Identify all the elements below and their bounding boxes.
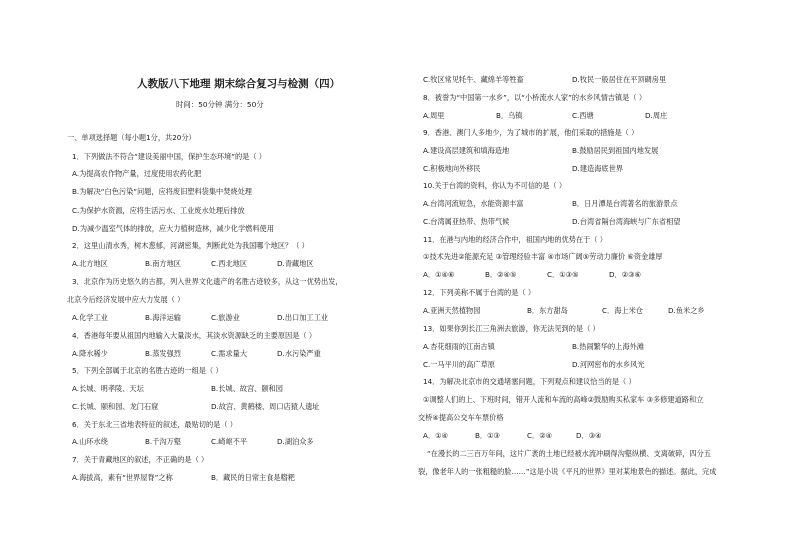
reading-passage-line-1: “在漫长的二三百万年间，这片广袤的土地已经被水流冲刷得沟壑纵横、支离破碎，四分五	[427, 449, 712, 458]
question-5-option-b: B.长城、故宫、颐和园	[211, 384, 283, 393]
question-5-option-d: D.故宫、黄鹤楼、周口店猿人遗址	[211, 402, 320, 411]
question-4-stem: 4．香港每年要从祖国内地输入大量淡水，其淡水资源缺乏的主要原因是（ ）	[72, 331, 317, 340]
question-6-option-a: A.山环水绕	[72, 437, 108, 446]
question-8-option-a: A.周里	[423, 111, 445, 120]
question-5-option-c: C.长城、颐和园、龙门石窟	[72, 402, 159, 411]
question-14-option-b: B．①③	[475, 431, 501, 440]
question-13-option-b: B.热闹繁华的上海外滩	[572, 342, 644, 351]
question-11-option-b: B．②④⑤	[485, 270, 517, 279]
question-9-option-b: B.鼓励居民到祖国内地发展	[572, 146, 659, 155]
question-3-option-a: A.化学工业	[72, 313, 108, 322]
question-13-stem: 13．如果你到长江三角洲去旅游，你无法见到的是（ ）	[423, 324, 600, 333]
question-6-option-b: B.千沟万壑	[145, 437, 181, 446]
question-8-stem: 8．被誉为“中国第一水乡”，以“小桥流水人家”的水乡风情吉镇是（ ）	[423, 93, 647, 102]
question-11-option-c: C．①③⑤	[547, 270, 579, 279]
question-3-option-d: D.出口加工工业	[277, 313, 328, 322]
question-10-option-c: C.台湾属亚热带、热带气候	[423, 217, 510, 226]
question-1-option-c: C.为保护水资源，应将生活污水、工业废水处理后排放	[72, 206, 245, 215]
question-11-option-a: A．①④⑥	[423, 270, 455, 279]
question-7-option-b: B．藏民的日常主食是糌粑	[211, 473, 295, 482]
question-4-option-b: B.蒸发强烈	[145, 349, 181, 358]
question-12-option-c: C．海上米仓	[602, 306, 643, 315]
question-4-option-a: A.降水稀少	[72, 349, 108, 358]
question-3-stem-cont: 北京今后经济发展中应大力发展（ ）	[67, 295, 185, 304]
question-4-option-c: C.需求量大	[211, 349, 248, 358]
reading-passage-line-2: 裂，像老年人的一张粗糙的脸……”这是小说《平凡的世界》里对某地景色的描述。据此，完成	[418, 467, 717, 476]
question-11-option-d: D．②③⑥	[609, 270, 642, 279]
question-13-option-c: C.一马平川的高广草原	[423, 360, 495, 369]
question-12-option-a: A.亚洲天然植物园	[423, 306, 481, 315]
question-3-option-b: B.海洋运输	[145, 313, 181, 322]
question-7-stem: 7．关于青藏地区的叙述，不正确的是（ ）	[72, 455, 209, 464]
question-10-stem: 10.关于台湾的资料，你认为不可信的是（ ）	[423, 181, 567, 190]
question-8-option-c: C.西塘	[572, 111, 594, 120]
question-2-option-d: D.青藏地区	[277, 259, 314, 268]
question-10-option-d: D.台湾省隔台湾海峡与广东省相望	[572, 217, 681, 226]
question-8-option-b: B．乌镇	[496, 111, 523, 120]
question-9-option-a: A.建设高层建筑和填海造地	[423, 146, 510, 155]
question-5-stem: 5．下列全部属于北京的名胜古迹的一组是（ ）	[72, 366, 223, 375]
question-12-option-d: D.鱼米之乡	[668, 306, 705, 315]
question-1-option-d: D.为减少温室气体的排放，应大力植树造林，减少化学燃料使用	[72, 224, 274, 233]
question-11-items: ①技术先进②能源充足 ③管理经验丰富 ④市场广阔⑤劳动力廉价 ⑥资金雄厚	[423, 252, 663, 261]
question-7-option-d: D.牧民一般居住在平顶碉房里	[572, 75, 667, 84]
question-13-option-d: D.河网密布的水乡风光	[572, 360, 645, 369]
question-2-stem: 2．这里山清水秀，树木葱郁，河湖密集，判断此处为我国哪个地区？（ ）	[72, 241, 309, 250]
question-3-option-c: C.旅游业	[211, 313, 240, 322]
question-12-option-b: B．东方甜岛	[527, 306, 568, 315]
question-14-items: ①调整人们的上、下班时间，错开人流和车流的高峰②鼓励购买私家车 ③多修建道路和立	[423, 395, 704, 404]
question-14-stem: 14．为解决北京市的交通堵塞问题，下列观点和建议恰当的是（ ）	[423, 377, 636, 386]
question-1-option-b: B.为解决“白色污染”问题，应将废旧塑料袋集中焚烧处理	[72, 187, 252, 196]
question-10-option-b: B．日月潭是台湾著名的旅游景点	[572, 199, 678, 208]
question-3-stem: 3．北京作为历史悠久的古都，列入世界文化遗产的名胜古迹较多，从这一优势出发，	[72, 277, 343, 286]
question-4-option-d: D.水污染严重	[277, 349, 321, 358]
exam-time-score: 时间：50分钟 满分：50分	[176, 100, 264, 109]
question-9-stem: 9．香港、澳门人多地少，为了城市的扩展，他们采取的措施是（ ）	[423, 128, 639, 137]
question-9-option-d: D.建造海底世界	[572, 164, 623, 173]
question-2-option-c: C.西北地区	[211, 259, 248, 268]
question-8-option-d: D.周庄	[645, 111, 668, 120]
question-14-option-d: D．③④	[576, 431, 602, 440]
question-9-option-c: C.积极地向外移民	[423, 164, 481, 173]
question-6-option-c: C.崎岖不平	[211, 437, 248, 446]
question-13-option-a: A.杏花细雨的江南古镇	[423, 342, 495, 351]
page-title: 人教版八下地理 期末综合复习与检测（四）	[137, 78, 341, 90]
section-heading: 一、单项选择题（每小题1分，共20分）	[67, 133, 196, 142]
question-1-stem: 1．下列做法不符合“建设美丽中国，保护生态环境”的是（ ）	[72, 152, 266, 161]
question-11-stem: 11．在港与内地的经济合作中，祖国内地的优势在于（ ）	[423, 235, 607, 244]
question-2-option-a: A.北方地区	[72, 259, 108, 268]
question-14-items-cont: 交桥④提高公交车车票价格	[418, 413, 504, 422]
question-12-stem: 12．下列美称不属于台湾的是（ ）	[423, 288, 536, 297]
question-6-option-d: D.湖泊众多	[277, 437, 314, 446]
question-7-option-a: A.海拔高，素有“世界屋脊”之称	[72, 473, 173, 482]
question-6-stem: 6．关于东北三省地表特征的叙述，最贴切的是（ ）	[72, 420, 237, 429]
question-1-option-a: A.为提高农作物产量，过度使用农药化肥	[72, 169, 202, 178]
question-2-option-b: B.南方地区	[145, 259, 181, 268]
question-10-option-a: A.台湾河流短急，水能资源丰富	[423, 199, 524, 208]
question-7-option-c: C.牧区常见牦牛、藏绵羊等牲畜	[423, 75, 524, 84]
question-14-option-a: A．①④	[423, 431, 448, 440]
question-14-option-c: C．②④	[527, 431, 553, 440]
question-5-option-a: A.长城、明孝陵、天坛	[72, 384, 144, 393]
